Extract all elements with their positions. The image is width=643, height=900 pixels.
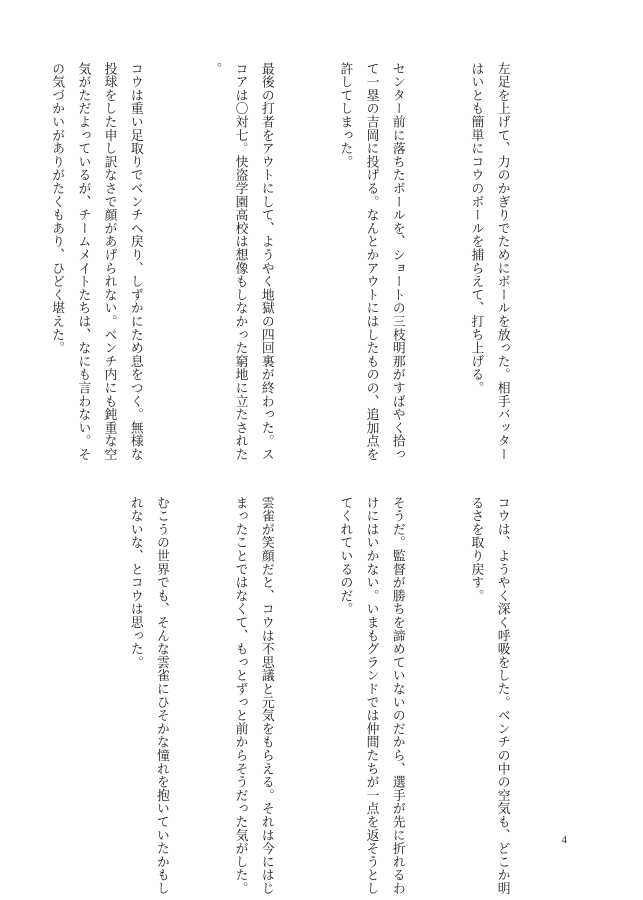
paragraph: センター前に落ちたボールを、ショートの三枝明那がすばやく拾っ て一塁の吉岡に投げる。なんとかアウトにはしたものの、追加点を 許してしまった。 — [337, 62, 405, 461]
paragraph: コウは重い足取りでベンチへ戻り、しずかにため息をつく。無様な 投球をした申し訳なさで顔があげられない。ベンチ内にも鈍重な空 気がただよっているが、チームメイトたちは、なにも言わない。そ の気づかいがありがたくもあり、ひどく堪えた。 — [49, 62, 143, 461]
paragraph: 最後の打者をアウトにして、ようやく地獄の四回裏が終わった。ス コアは〇対七。快盗学園高校は想像もしなかった窮地に立たされた 。 — [206, 62, 274, 461]
paragraph: むこうの世界でも、そんな雲雀にひそかな憧れを抱いていたかもし れないな、とコウは思った。 — [127, 496, 169, 895]
page-number: 4 — [561, 834, 567, 846]
paragraph: そうだ。監督が勝ちを諦めていないのだから、選手が先に折れるわ けにはいかない。いまもグランドでは仲間たちが一点を返そうとし てくれているのだ。 — [337, 496, 405, 895]
paragraph: 左足を上げて、力のかぎりでためにボールを放った。相手バッター はいとも簡単にコウのボールを捕らえて、打ち上げる。 — [468, 62, 510, 461]
upper-text-block — [0, 62, 567, 461]
paragraph: 雲雀が笑顔だと、コウは不思議と元気をもらえる。それは今にはじ まったことではなくて、もっとずっと前からそうだった気がした。 — [232, 496, 274, 895]
paragraph: コウは、ようやく深く呼吸をした。ベンチの中の空気も、どこか明 るさを取り戻す。 — [468, 496, 510, 895]
lower-text-block — [69, 496, 567, 895]
